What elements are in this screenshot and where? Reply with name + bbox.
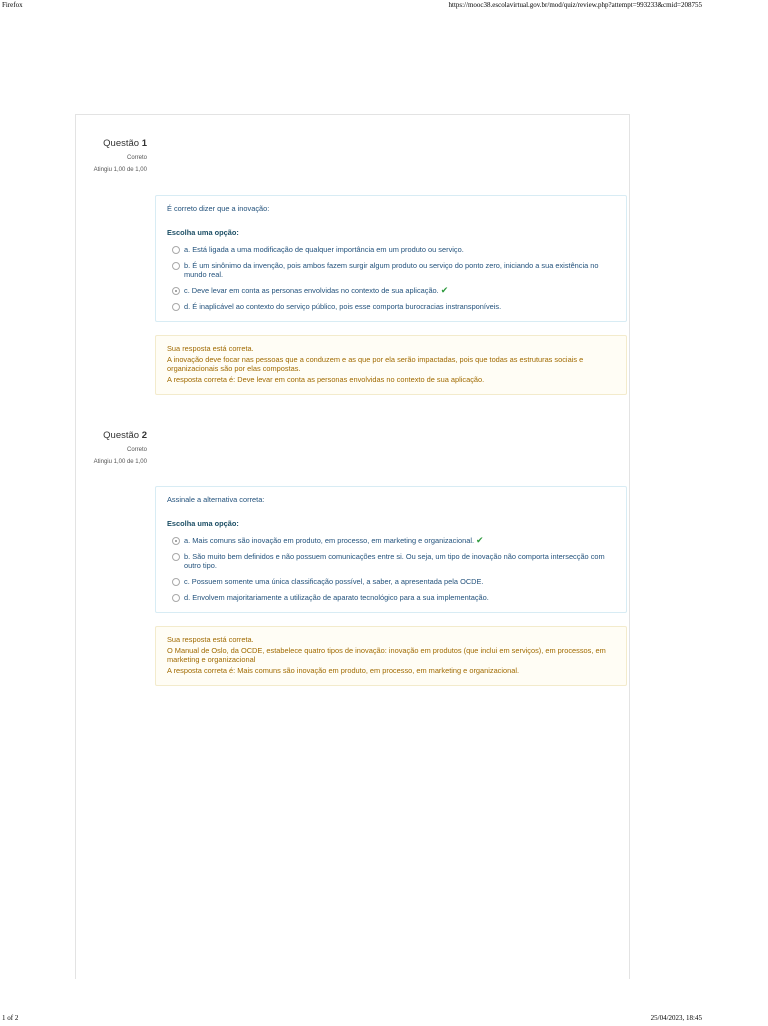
question-title (75, 430, 147, 441)
print-header (0, 0, 768, 12)
answer-option-a[interactable]: a. Mais comuns são inovação em produto, em processo, em marketing e organizacional. ✔ (167, 536, 615, 545)
answer-prompt: Escolha uma opção: (167, 228, 239, 237)
print-footer (0, 1014, 768, 1026)
feedback-right-answer: A resposta correta é: Mais comuns são inovação em produto, em processo, em marketing e organizacional. (167, 666, 520, 675)
browser-name: Firefox (2, 1, 23, 9)
answer-option-a[interactable]: a. Está ligada a uma modificação de qualquer importância em um produto ou serviço. (167, 245, 615, 254)
feedback-status: Sua resposta está correta. (167, 344, 254, 353)
question-number: 1 (141, 138, 147, 149)
answer-option-b[interactable]: b. São muito bem definidos e não possuem comunicações entre si. Ou seja, um tipo de inovação não comporta intersecção com outro tipo. (167, 552, 615, 570)
question-label: Questão (103, 138, 142, 149)
question-grade: Atingiu 1,00 de 1,00 (93, 459, 147, 465)
question-title (75, 138, 147, 149)
radio-button[interactable] (172, 262, 180, 270)
question-number: 2 (141, 430, 147, 441)
feedback-box-1 (155, 335, 627, 395)
answer-option-c[interactable]: c. Possuem somente uma única classificação possível, a saber, a apresentada pela OCDE. (167, 577, 615, 586)
question-info-2 (75, 430, 147, 465)
question-grade: Atingiu 1,00 de 1,00 (93, 167, 147, 173)
checkmark-icon: ✔ (440, 285, 449, 295)
question-text: Assinale a alternativa correta: (167, 495, 265, 504)
answer-option-d[interactable]: d. Envolvem majoritariamente a utilização de aparato tecnológico para a sua implementação. (167, 593, 615, 602)
radio-button-selected[interactable] (172, 287, 180, 295)
answer-option-d[interactable]: d. É inaplicável ao contexto do serviço público, pois esse comporta burocracias instransponíveis. (167, 302, 615, 311)
feedback-status: Sua resposta está correta. (167, 635, 254, 644)
radio-button[interactable] (172, 303, 180, 311)
answer-option-b[interactable]: b. É um sinônimo da invenção, pois ambos fazem surgir algum produto ou serviço do ponto zero, iniciando a sua existência no mundo real. (167, 261, 615, 279)
question-info-1 (75, 138, 147, 173)
answer-option-c[interactable]: c. Deve levar em conta as personas envolvidas no contexto de sua aplicação. ✔ (167, 286, 615, 295)
answer-list (167, 245, 615, 311)
radio-button[interactable] (172, 578, 180, 586)
answer-prompt: Escolha uma opção: (167, 519, 239, 528)
radio-button[interactable] (172, 246, 180, 254)
question-text: É correto dizer que a inovação: (167, 204, 270, 213)
checkmark-icon: ✔ (476, 535, 484, 545)
question-label: Questão (103, 430, 142, 441)
page-url: https://mooc38.escolavirtual.gov.br/mod/quiz/review.php?attempt=993233&cmid=208755 (448, 1, 702, 9)
question-state: Correto (126, 155, 147, 161)
feedback-box-2 (155, 626, 627, 686)
question-state: Correto (126, 447, 147, 453)
feedback-general: O Manual de Oslo, da OCDE, estabelece quatro tipos de inovação: inovação em produtos (que inclui em serviços), em processos, em marketing e organizacional (167, 646, 606, 664)
question-formulation-2 (155, 486, 627, 613)
radio-button-selected[interactable] (172, 537, 180, 545)
page-counter: 1 of 2 (2, 1014, 19, 1022)
feedback-general: A inovação deve focar nas pessoas que a conduzem e as que por ela serão impactadas, pois que todas as estruturas sociais e organizacionais são por elas compostas. (167, 355, 584, 373)
print-datetime: 25/04/2023, 18:45 (650, 1014, 702, 1022)
question-formulation-1 (155, 195, 627, 322)
radio-button[interactable] (172, 553, 180, 561)
answer-list (167, 536, 615, 602)
radio-button[interactable] (172, 594, 180, 602)
feedback-right-answer: A resposta correta é: Deve levar em conta as personas envolvidas no contexto de sua aplicação. (167, 375, 485, 384)
